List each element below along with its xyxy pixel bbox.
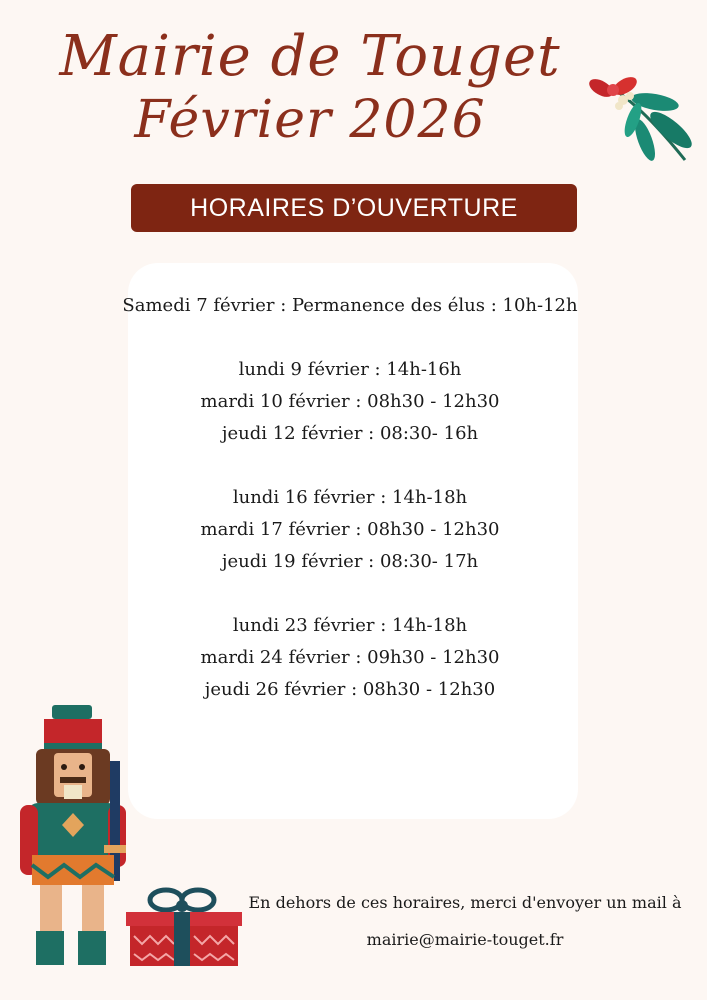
mistletoe-icon [575, 60, 705, 180]
schedule-item: mardi 10 février : 08h30 - 12h30 [200, 391, 500, 412]
schedule-item: jeudi 12 février : 08:30- 16h [221, 423, 479, 444]
schedule-item: jeudi 26 février : 08h30 - 12h30 [204, 679, 496, 700]
footer-note: En dehors de ces horaires, merci d'envoyer un mail à [248, 893, 682, 912]
schedule-special: Samedi 7 février : Permanence des élus : 10h-12h [122, 295, 578, 316]
nutcracker-icon [18, 705, 130, 970]
schedule-item: mardi 17 février : 08h30 - 12h30 [200, 519, 500, 540]
schedule-list [100, 290, 600, 706]
gift-icon [122, 884, 246, 968]
opening-hours-banner: HORAIRES D’OUVERTURE [131, 184, 577, 232]
schedule-item: mardi 24 février : 09h30 - 12h30 [200, 647, 500, 668]
schedule-item: lundi 16 février : 14h-18h [232, 487, 468, 508]
page-subtitle-month: Février 2026 [134, 90, 486, 150]
schedule-item: lundi 9 février : 14h-16h [238, 359, 462, 380]
schedule-item: jeudi 19 février : 08:30- 17h [221, 551, 479, 572]
page-title: Mairie de Touget [59, 24, 561, 89]
schedule-item: lundi 23 février : 14h-18h [232, 615, 468, 636]
contact-email[interactable]: mairie@mairie-touget.fr [366, 930, 564, 949]
